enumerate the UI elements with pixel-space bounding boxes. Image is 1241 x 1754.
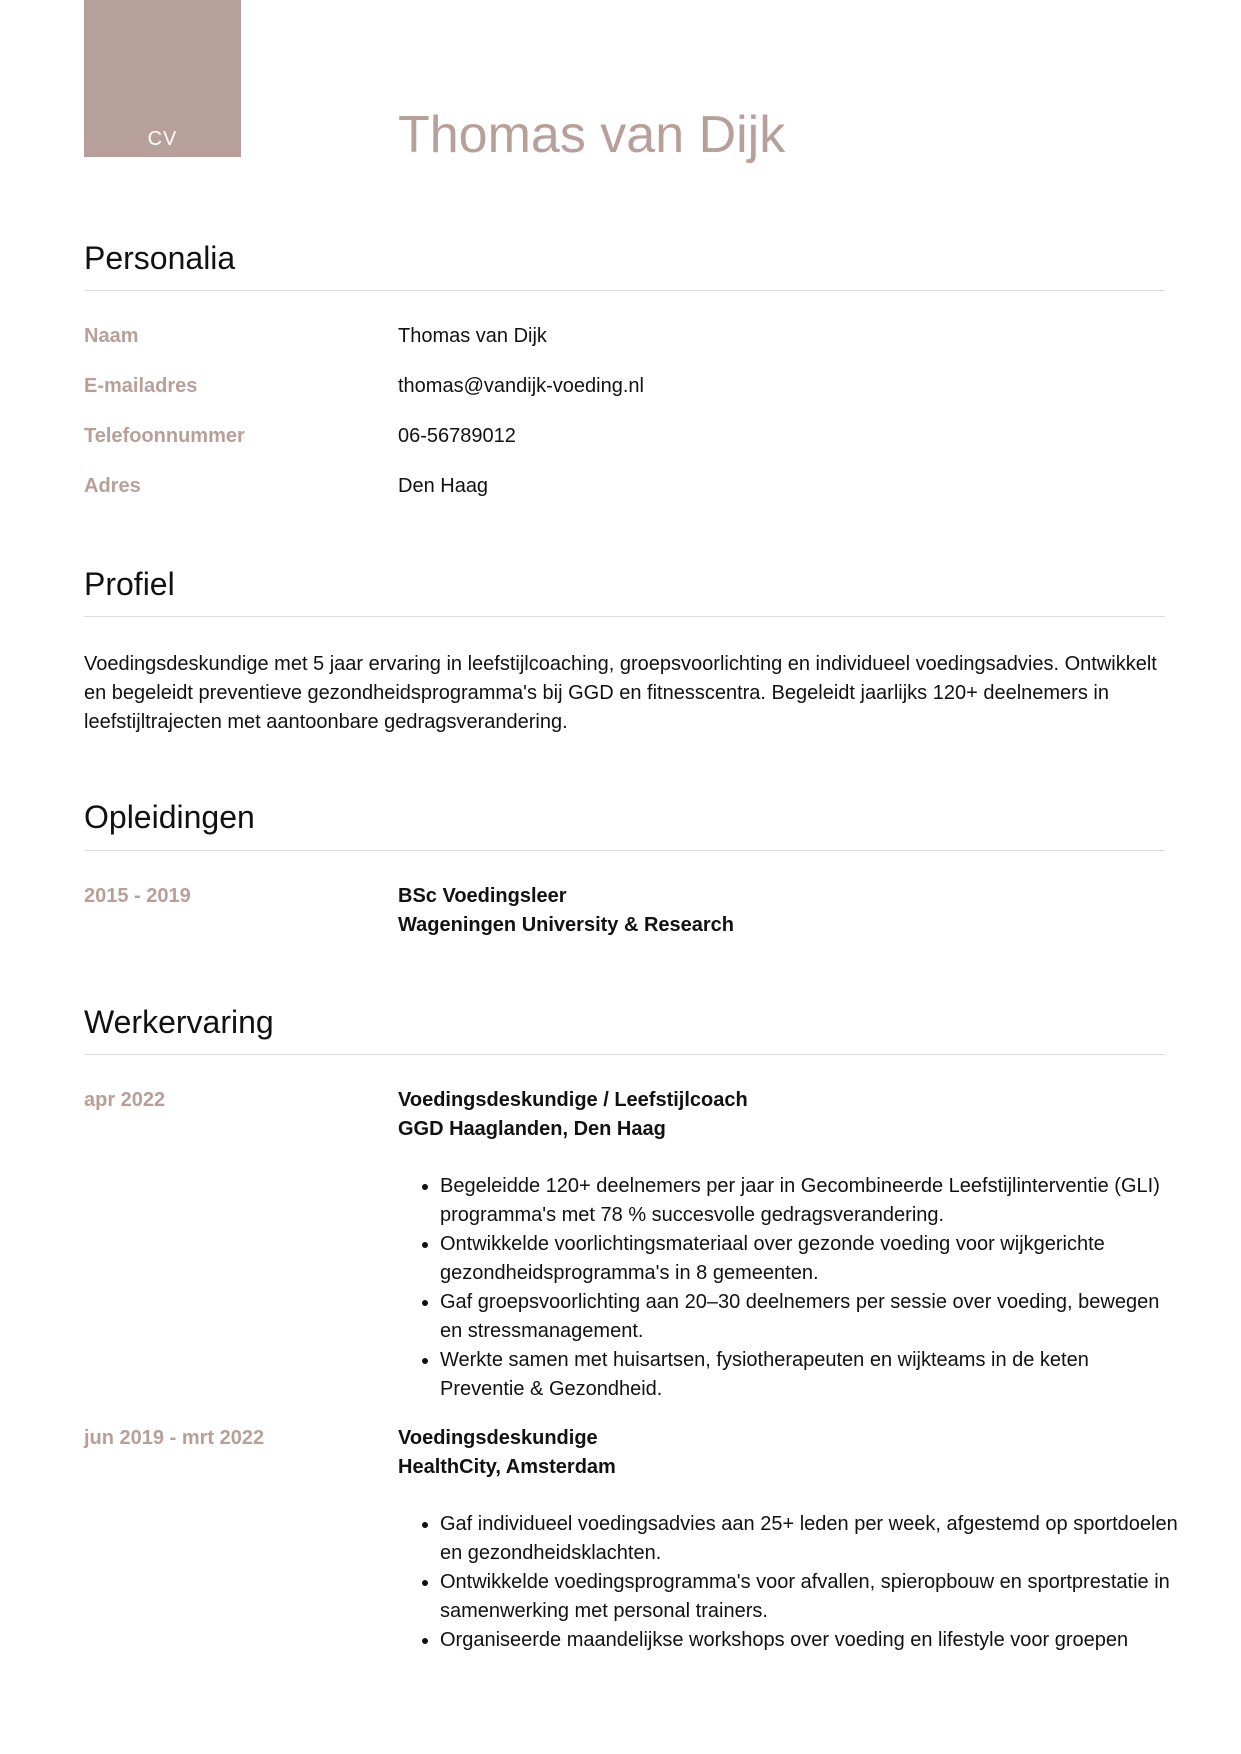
value-email: thomas@vandijk-voeding.nl — [398, 375, 644, 397]
label-naam: Naam — [84, 325, 139, 347]
section-heading-opleidingen: Opleidingen — [84, 799, 255, 835]
job-bullet-list — [398, 1172, 1178, 1404]
education-period: 2015 - 2019 — [84, 885, 191, 907]
label-telefoon: Telefoonnummer — [84, 425, 245, 447]
job-bullet: • Gaf individueel voedingsadvies aan 25+ leden per week, afgestemd op sportdoelen en gezondheidsklachten. — [440, 1510, 1178, 1568]
section-divider — [84, 290, 1165, 291]
section-heading-personalia: Personalia — [84, 240, 236, 276]
job-period: apr 2022 — [84, 1089, 166, 1111]
value-telefoon: 06-56789012 — [398, 425, 516, 447]
job-period: jun 2019 - mrt 2022 — [84, 1427, 265, 1449]
label-adres: Adres — [84, 475, 141, 497]
job-employer: HealthCity, Amsterdam — [398, 1456, 616, 1478]
label-email: E-mailadres — [84, 375, 198, 397]
job-bullet: • Ontwikkelde voedingsprogramma's voor afvallen, spieropbouw en sportprestatie in samenwerking met personal trainers. — [440, 1568, 1178, 1626]
job-bullet: • Werkte samen met huisartsen, fysiotherapeuten en wijkteams in de keten Preventie & Gezondheid. — [440, 1346, 1178, 1404]
job-employer: GGD Haaglanden, Den Haag — [398, 1118, 666, 1140]
section-divider — [84, 1054, 1165, 1055]
job-bullet: • Organiseerde maandelijkse workshops over voeding en lifestyle voor groepen — [440, 1626, 1178, 1655]
section-divider — [84, 850, 1165, 851]
job-bullet: • Gaf groepsvoorlichting aan 20–30 deelnemers per sessie over voeding, bewegen en stressmanagement. — [440, 1288, 1178, 1346]
value-naam: Thomas van Dijk — [398, 325, 547, 347]
education-degree: BSc Voedingsleer — [398, 885, 567, 907]
job-entry — [398, 1424, 1178, 1655]
job-bullet-list — [398, 1510, 1178, 1655]
cv-badge-label: CV — [147, 128, 178, 150]
section-heading-profiel: Profiel — [84, 566, 175, 602]
job-role: Voedingsdeskundige / Leefstijlcoach — [398, 1089, 748, 1111]
section-heading-werkervaring: Werkervaring — [84, 1004, 274, 1040]
job-bullet: • Begeleidde 120+ deelnemers per jaar in Gecombineerde Leefstijlinterventie (GLI) programma's met 78 % succesvolle gedragsverandering. — [440, 1172, 1178, 1230]
education-entry — [398, 882, 1178, 940]
value-adres: Den Haag — [398, 475, 489, 497]
section-divider — [84, 616, 1165, 617]
job-role: Voedingsdeskundige — [398, 1427, 598, 1449]
job-bullet: • Ontwikkelde voorlichtingsmateriaal over gezonde voeding voor wijkgerichte gezondheidsprogramma's in 8 gemeenten. — [440, 1230, 1178, 1288]
education-institution: Wageningen University & Research — [398, 914, 735, 936]
page-title: Thomas van Dijk — [398, 106, 786, 164]
profile-text: Voedingsdeskundige met 5 jaar ervaring in leefstijlcoaching, groepsvoorlichting en individueel voedingsadvies. Ontwikkelt en begeleidt preventieve gezondheidsprogramma's bij GGD en fitnesscentra. Begeleidt jaarlijks 120+ deelnemers in leefstijltrajecten met aantoonbare gedragsverandering. — [84, 653, 1157, 733]
cv-badge — [84, 0, 241, 157]
job-entry — [398, 1086, 1178, 1404]
